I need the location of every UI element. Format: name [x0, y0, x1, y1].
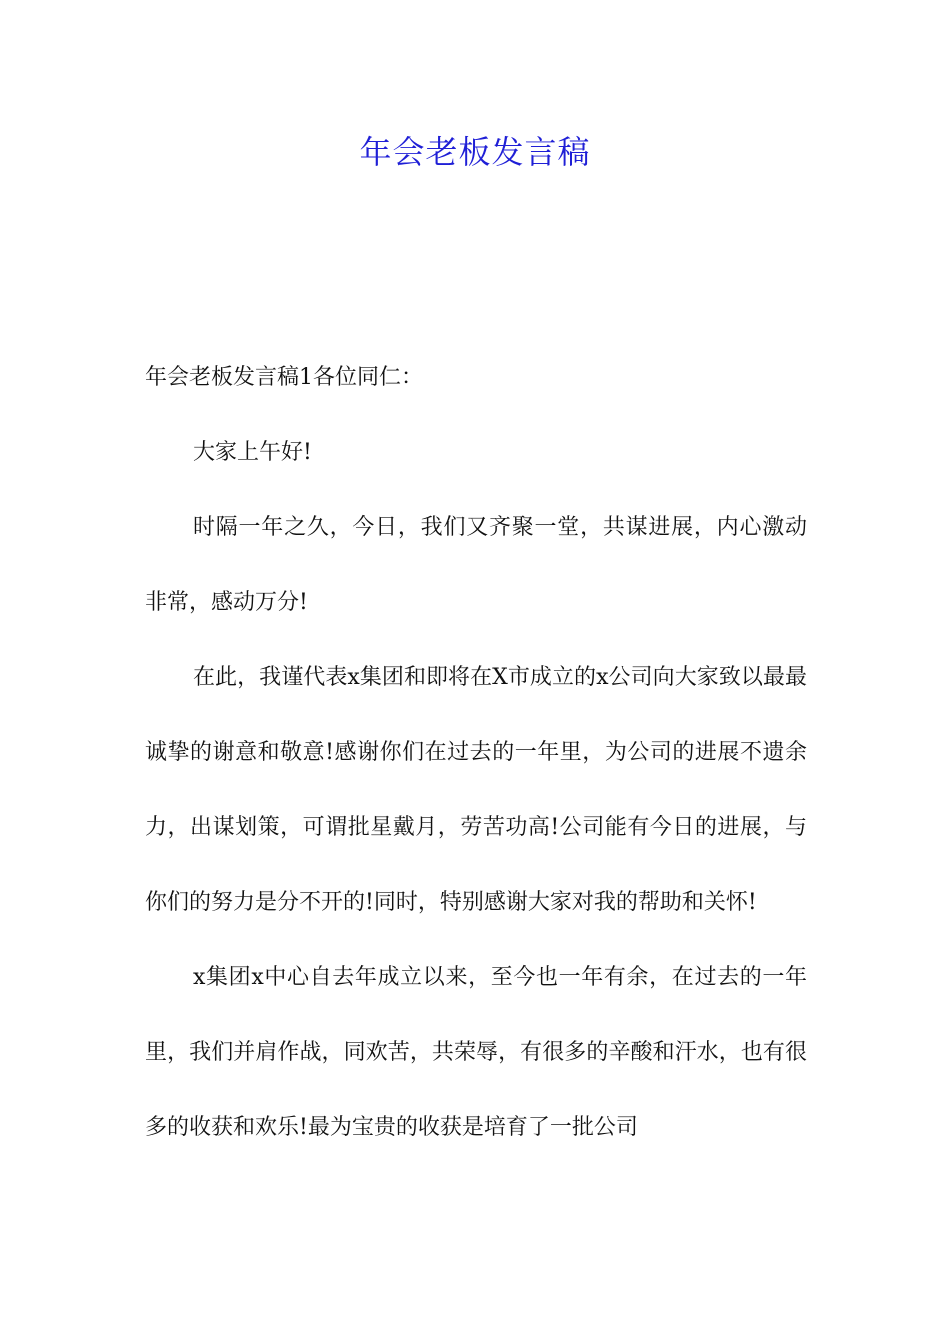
paragraph-thanks: 在此，我谨代表x集团和即将在X市成立的x公司向大家致以最最诚挚的谢意和敬意!感谢你们在过去的一年里，为公司的进展不遗余力，出谋划策，可谓批星戴月，劳苦功高!公司能有今日的进展，与你们的努力是分不开的!同时，特别感谢大家对我的帮助和关怀!: [145, 665, 807, 915]
document-body: [145, 340, 807, 1165]
paragraph-salutation: 大家上午好!: [193, 440, 312, 465]
paragraph-greeting: 年会老板发言稿1各位同仁：: [145, 365, 423, 390]
paragraph-reunion: 时隔一年之久，今日，我们又齐聚一堂，共谋进展，内心激动非常，感动万分!: [145, 515, 807, 615]
paragraph-review: x集团x中心自去年成立以来，至今也一年有余，在过去的一年里，我们并肩作战，同欢苦，共荣辱，有很多的辛酸和汗水，也有很多的收获和欢乐!最为宝贵的收获是培育了一批公司: [145, 965, 807, 1140]
document-title: 年会老板发言稿: [359, 133, 591, 171]
